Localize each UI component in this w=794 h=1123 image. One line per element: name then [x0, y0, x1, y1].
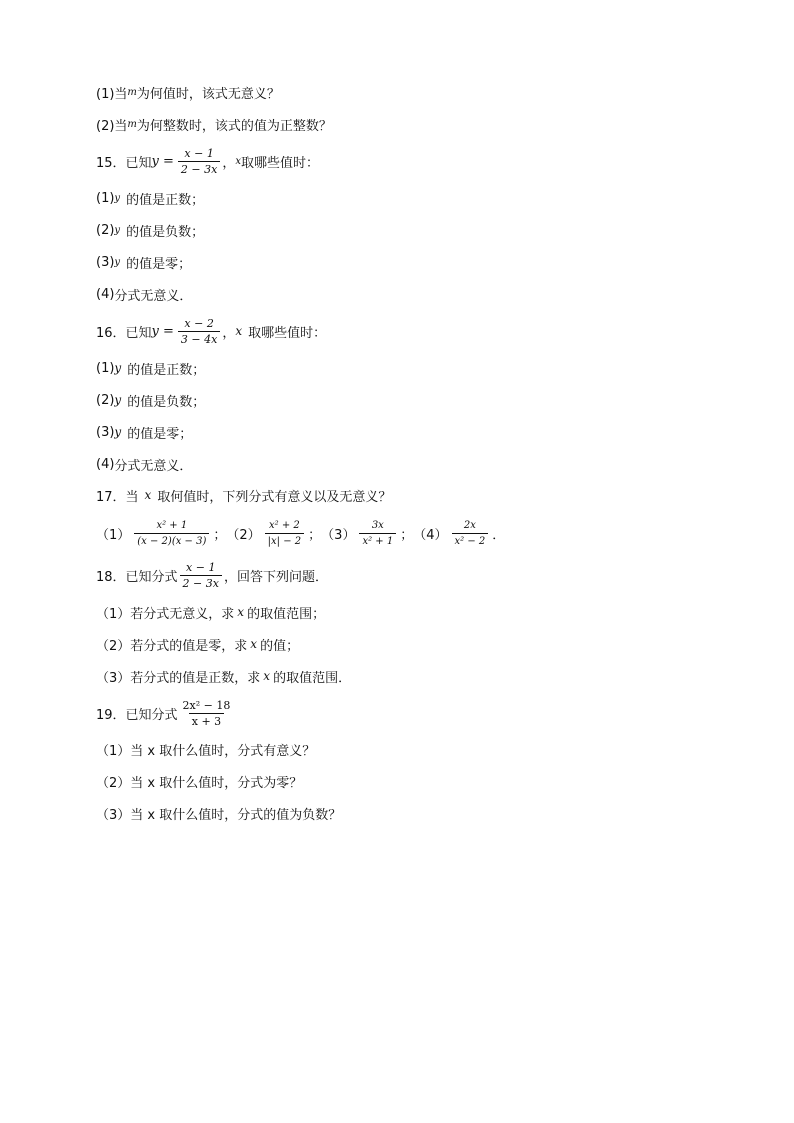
fraction-denominator: x + 3 — [189, 713, 224, 728]
item-prefix: (1) — [96, 190, 115, 206]
math-variable: y — [114, 256, 121, 268]
problem-19-header — [96, 692, 235, 734]
problem-18-header — [96, 554, 328, 596]
item-text: （1）若分式无意义，求 — [96, 606, 235, 622]
math-variable: y — [114, 425, 122, 439]
problem-tail: 取何值时，下列分式有意义以及无意义？ — [157, 489, 392, 505]
item-text: （2）当 x 取什么值时，分式为零？ — [96, 775, 303, 791]
problem-head: 19．已知分式 — [96, 707, 178, 723]
fraction-numerator: 2x — [463, 519, 476, 531]
question-prefix: (2)当 — [96, 118, 128, 134]
problem-16-item-1 — [96, 353, 205, 383]
item-text: 分式无意义． — [114, 288, 193, 304]
problem-head: 16．已知 — [96, 325, 152, 341]
problem-head: 18．已知分式 — [96, 569, 178, 585]
problem-tail: ，回答下列问题． — [223, 569, 328, 585]
item-text: 的值； — [260, 638, 300, 654]
fraction-denominator: x² + 1 — [359, 533, 396, 548]
part-end: ． — [492, 527, 506, 543]
problem-18-item-2 — [96, 629, 299, 659]
fraction — [452, 519, 489, 548]
fraction-numerator: x² + 1 — [156, 519, 188, 531]
problem-18-item-3 — [96, 661, 351, 691]
part-label: （2） — [226, 527, 261, 543]
problem-head: 17．当 — [96, 489, 139, 505]
problem-15-header — [96, 140, 319, 182]
item-text: 的取值范围； — [247, 606, 326, 622]
question-text: 为何值时，该式无意义？ — [136, 86, 280, 102]
item-prefix: (2) — [96, 392, 115, 408]
problem-17-parts — [96, 511, 505, 555]
math-variable: m — [127, 86, 137, 98]
separator: ， — [222, 155, 236, 171]
separator: ， — [222, 325, 236, 341]
fraction — [359, 519, 396, 548]
problem-16-item-4 — [96, 449, 192, 479]
equation-lhs: y = — [151, 323, 174, 339]
item-text: 的值是正数； — [127, 362, 206, 378]
problem-17-header — [96, 480, 391, 510]
fraction — [265, 519, 304, 548]
math-variable: m — [127, 118, 137, 130]
item-prefix: (2) — [96, 222, 115, 238]
math-variable: x — [237, 605, 245, 619]
item-prefix: (1) — [96, 360, 115, 376]
fraction-denominator: 3 − 4x — [178, 331, 220, 346]
problem-19-item-2 — [96, 766, 302, 796]
problem-19-item-3 — [96, 798, 341, 828]
fraction-denominator: x² − 2 — [452, 533, 489, 548]
intro-question-1 — [96, 77, 280, 107]
item-text: 的值是零； — [126, 256, 192, 272]
item-text: （2）若分式的值是零，求 — [96, 638, 248, 654]
fraction-numerator: x − 2 — [184, 316, 214, 330]
fraction-denominator: 2 − 3x — [178, 161, 220, 176]
question-text: 为何整数时，该式的值为正整数？ — [136, 118, 332, 134]
math-variable: y — [114, 192, 121, 204]
part-end: ； — [213, 527, 227, 543]
math-variable: x — [250, 637, 258, 651]
fraction — [180, 561, 222, 590]
problem-head: 15．已知 — [96, 155, 152, 171]
fraction-denominator: |x| − 2 — [265, 533, 304, 548]
math-variable: y — [114, 361, 122, 375]
fraction-numerator: x − 1 — [186, 560, 216, 574]
part-end: ； — [400, 527, 414, 543]
item-prefix: (3) — [96, 424, 115, 440]
problem-16-item-2 — [96, 385, 205, 415]
item-text: 的取值范围． — [273, 670, 352, 686]
item-text: （1）当 x 取什么值时，分式有意义？ — [96, 743, 316, 759]
item-text: （3）若分式的值是正数，求 — [96, 670, 261, 686]
problem-15-item-2 — [96, 215, 204, 245]
fraction-numerator: x² + 2 — [269, 519, 300, 531]
math-variable: x — [235, 324, 243, 338]
fraction-numerator: 3x — [371, 519, 384, 531]
problem-18-item-1 — [96, 597, 325, 627]
fraction — [178, 147, 220, 176]
item-text: 的值是正数； — [126, 192, 205, 208]
equation-lhs: y = — [151, 153, 174, 169]
intro-question-2 — [96, 109, 332, 139]
item-text: 的值是负数； — [126, 224, 205, 240]
math-variable: y — [114, 393, 122, 407]
problem-16-item-3 — [96, 417, 192, 447]
fraction — [180, 699, 234, 728]
item-text: （3）当 x 取什么值时，分式的值为负数？ — [96, 807, 342, 823]
problem-15-item-3 — [96, 247, 191, 277]
fraction — [134, 519, 209, 548]
item-text: 分式无意义． — [114, 458, 193, 474]
problem-15-item-1 — [96, 183, 204, 213]
part-label: （3） — [321, 527, 356, 543]
math-variable: x — [144, 488, 152, 502]
math-variable: x — [263, 669, 271, 683]
problem-19-item-1 — [96, 734, 315, 764]
fraction — [178, 317, 220, 346]
problem-tail: 取哪些值时： — [241, 155, 320, 171]
fraction-denominator: 2 − 3x — [180, 575, 222, 590]
fraction-denominator: (x − 2)(x − 3) — [134, 533, 209, 548]
fraction-numerator: x − 1 — [184, 146, 214, 160]
question-prefix: (1)当 — [96, 86, 128, 102]
problem-tail: 取哪些值时： — [248, 325, 327, 341]
problem-15-item-4 — [96, 279, 192, 309]
part-label: （1） — [96, 527, 131, 543]
math-variable: x — [235, 155, 241, 167]
part-end: ； — [308, 527, 322, 543]
math-variable: y — [114, 224, 121, 236]
item-text: 的值是负数； — [127, 394, 206, 410]
item-prefix: (3) — [96, 254, 115, 270]
item-prefix: (4) — [96, 456, 115, 472]
item-prefix: (4) — [96, 286, 115, 302]
part-label: （4） — [413, 527, 448, 543]
fraction-numerator: 2x² − 18 — [182, 698, 231, 712]
problem-16-header — [96, 310, 326, 352]
item-text: 的值是零； — [127, 426, 193, 442]
